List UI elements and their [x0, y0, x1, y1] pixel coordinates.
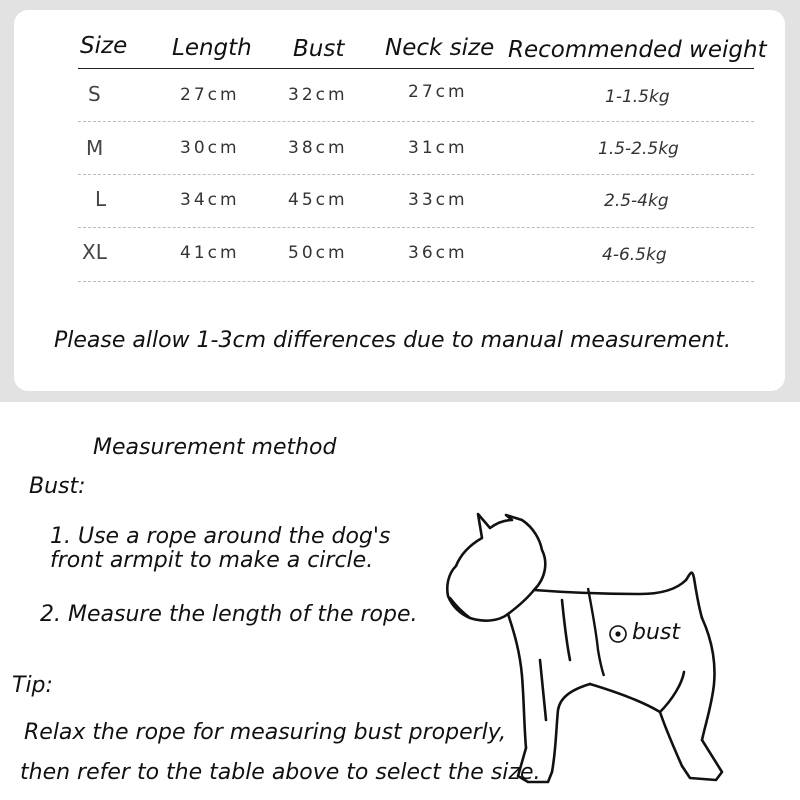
cell-neck-s: 27cm — [408, 82, 468, 102]
cell-neck-xl: 36cm — [408, 243, 468, 263]
cell-length-xl: 41cm — [180, 243, 240, 263]
dog-outline-icon — [425, 505, 795, 795]
bust-heading: Bust: — [29, 474, 86, 499]
header-recommended-weight: Recommended weight — [508, 37, 767, 63]
step2: 2. Measure the length of the rope. — [40, 602, 418, 627]
row-divider — [78, 227, 754, 228]
bust-label-text: bust — [632, 620, 680, 645]
bust-label — [610, 620, 680, 645]
measurement-tolerance-note: Please allow 1-3cm differences due to manual measurement. — [54, 328, 731, 353]
method-title: Measurement method — [93, 435, 337, 460]
header-size: Size — [80, 33, 128, 59]
cell-bust-m: 38cm — [288, 138, 348, 158]
row-divider — [78, 121, 754, 122]
header-bust: Bust — [293, 36, 345, 62]
row-divider — [78, 174, 754, 175]
cell-weight-s: 1-1.5kg — [605, 87, 670, 107]
step1-line1: 1. Use a rope around the dog's — [50, 524, 391, 549]
header-neck-size: Neck size — [385, 35, 495, 61]
cell-size-xl: XL — [82, 240, 107, 264]
cell-neck-l: 33cm — [408, 190, 468, 210]
cell-neck-m: 31cm — [408, 138, 468, 158]
tip-heading: Tip: — [12, 673, 53, 698]
tip-line1: Relax the rope for measuring bust properly, — [24, 720, 507, 745]
cell-length-l: 34cm — [180, 190, 240, 210]
cell-size-l: L — [95, 187, 107, 211]
cell-weight-xl: 4-6.5kg — [602, 245, 667, 265]
cell-weight-l: 2.5-4kg — [604, 191, 669, 211]
tip-line2: then refer to the table above to select the size. — [20, 760, 541, 785]
row-divider — [78, 281, 754, 282]
header-length: Length — [172, 35, 252, 61]
cell-weight-m: 1.5-2.5kg — [598, 139, 679, 159]
cell-bust-l: 45cm — [288, 190, 348, 210]
cell-size-s: S — [88, 82, 101, 106]
step1-line2: front armpit to make a circle. — [50, 548, 374, 573]
cell-length-m: 30cm — [180, 138, 240, 158]
cell-bust-xl: 50cm — [288, 243, 348, 263]
cell-size-m: M — [86, 136, 104, 160]
header-divider — [78, 68, 754, 69]
cell-length-s: 27cm — [180, 85, 240, 105]
cell-bust-s: 32cm — [288, 85, 348, 105]
